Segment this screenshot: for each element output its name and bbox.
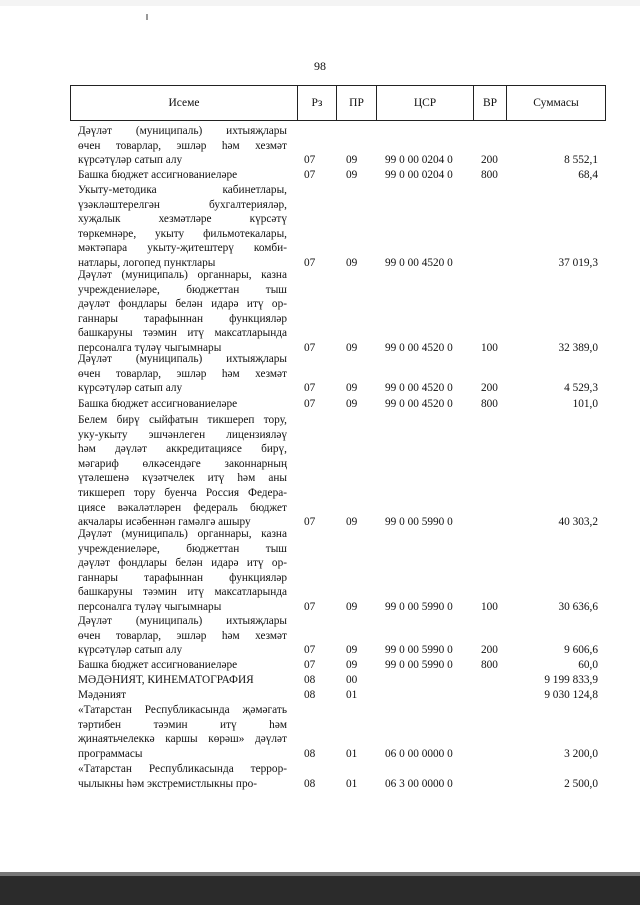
row-name-line: Дәүләт (муниципаль) органнары, казна <box>78 528 287 540</box>
row-vr: 100 <box>481 342 498 354</box>
row-rz: 08 <box>304 689 316 701</box>
row-sum: 9 606,6 <box>564 644 598 657</box>
row-sum: 2 500,0 <box>564 777 598 790</box>
row-sum: 37 019,3 <box>558 257 598 269</box>
row-name-line: дәүләт фондлары белән идарә итү ор- <box>78 557 287 570</box>
table-row <box>0 183 640 271</box>
row-sum: 30 636,6 <box>558 601 598 613</box>
row-sum: 9 199 833,9 <box>544 674 598 686</box>
row-rz: 08 <box>304 674 316 686</box>
row-csr: 99 0 00 5990 0 <box>385 601 453 613</box>
row-name-line: өчен товарлар, эшләр һәм хезмәт <box>78 629 287 642</box>
row-rz: 07 <box>304 382 316 395</box>
scan-speck <box>146 14 148 20</box>
row-name-line: персоналга түләү чыгымнары <box>78 600 222 613</box>
row-vr: 200 <box>481 644 498 657</box>
row-csr: 99 0 00 0204 0 <box>385 154 453 167</box>
row-name-line: күрсәтүләр сатып алу <box>78 382 183 395</box>
row-csr: 99 0 00 5990 0 <box>385 644 453 657</box>
row-sum: 32 389,0 <box>558 342 598 354</box>
table-row <box>0 762 640 791</box>
row-name-line: программасы <box>78 747 143 760</box>
table-row <box>0 124 640 168</box>
row-name-line: ганнары тарафыннан функцияләр <box>78 312 287 325</box>
row-rz: 07 <box>304 342 316 354</box>
row-name-line: Укыту-методика кабинетлары, <box>78 184 287 196</box>
row-rz: 07 <box>304 516 316 529</box>
row-name <box>78 413 287 530</box>
row-rz: 08 <box>304 747 316 760</box>
row-name-line: персоналга түләү чыгымнары <box>78 341 222 354</box>
table-row <box>0 688 640 703</box>
row-name-line: чылыкны һәм экстремистлыкны про- <box>78 777 258 790</box>
row-pr: 09 <box>346 516 358 529</box>
row-name-line: башкаруны тәэмин итү максатларында <box>78 327 287 340</box>
row-name <box>78 397 287 412</box>
row-name-line: җинаятьчелеккә каршы көрәш» дәүләт <box>78 733 287 746</box>
row-name-line: үзәкләштерелгән бухгалтерияләр, <box>78 198 287 211</box>
row-vr: 800 <box>481 659 498 671</box>
row-vr: 800 <box>481 169 498 181</box>
row-csr: 99 0 00 4520 0 <box>385 382 453 395</box>
row-name-line: ганнары тарафыннан функцияләр <box>78 571 287 584</box>
row-name-line: натлары, логопед пунктлары <box>78 256 216 269</box>
row-pr: 00 <box>346 674 358 686</box>
row-csr: 99 0 00 5990 0 <box>385 659 453 671</box>
table-row <box>0 168 640 183</box>
row-name <box>78 688 287 703</box>
row-name-line: Дәүләт (муниципаль) ихтыяҗлары <box>78 353 287 365</box>
row-name-line: күрсәтүләр сатып алу <box>78 644 183 657</box>
row-name-line: уку-укыту эшчәнлеген лицензияләү <box>78 428 287 441</box>
row-pr: 09 <box>346 398 358 410</box>
row-name-line: учреждениеләре, бюджеттан тыш <box>78 283 287 296</box>
row-pr: 09 <box>346 601 358 613</box>
row-name-line: өчен товарлар, эшләр һәм хезмәт <box>78 367 287 380</box>
row-name <box>78 527 287 615</box>
header-pr: ПР <box>349 97 364 109</box>
table-row <box>0 352 640 396</box>
row-pr: 01 <box>346 689 358 701</box>
row-name-line: акчалары исәбеннән гамәлгә ашыру <box>78 516 251 529</box>
row-name-line: МӘДӘНИЯТ, КИНЕМАТОГРАФИЯ <box>78 674 254 686</box>
row-name-line: дәүләт фондлары белән идарә итү ор- <box>78 298 287 311</box>
row-name-line: төркемнәре, укыту фильмотекалары, <box>78 227 287 240</box>
row-rz: 07 <box>304 257 316 269</box>
row-name <box>78 268 287 356</box>
row-vr: 200 <box>481 154 498 167</box>
row-csr: 06 0 00 0000 0 <box>385 747 453 760</box>
row-name-line: мәгариф өлкәсендәге законнарның <box>78 457 287 470</box>
scan-top-edge <box>0 0 640 6</box>
row-pr: 09 <box>346 382 358 395</box>
row-name-line: өчен товарлар, эшләр һәм хезмәт <box>78 139 287 152</box>
row-vr: 800 <box>481 398 498 410</box>
header-name: Исеме <box>168 97 200 109</box>
table-row <box>0 703 640 761</box>
table-row <box>0 614 640 658</box>
row-sum: 68,4 <box>578 169 598 181</box>
row-name-line: Дәүләт (муниципаль) ихтыяҗлары <box>78 615 287 627</box>
row-csr: 99 0 00 4520 0 <box>385 342 453 354</box>
table-header <box>70 85 606 121</box>
table-row <box>0 673 640 688</box>
row-name-line: циясе вәкаләтләрен федераль бюджет <box>78 501 287 514</box>
row-pr: 09 <box>346 644 358 657</box>
row-name-line: Башка бюджет ассигнованиеләре <box>78 169 238 181</box>
row-pr: 09 <box>346 659 358 671</box>
row-sum: 4 529,3 <box>564 382 598 395</box>
row-csr: 99 0 00 0204 0 <box>385 169 453 181</box>
row-rz: 07 <box>304 644 316 657</box>
row-pr: 09 <box>346 257 358 269</box>
row-rz: 07 <box>304 154 316 167</box>
row-name-line: Мәдәният <box>78 689 127 701</box>
row-name-line: күрсәтүләр сатып алу <box>78 154 183 167</box>
row-name-line: башкаруны тәэмин итү максатларында <box>78 586 287 599</box>
row-name-line: Башка бюджет ассигнованиеләре <box>78 659 238 671</box>
row-name-line: Башка бюджет ассигнованиеләре <box>78 398 238 410</box>
row-pr: 09 <box>346 154 358 167</box>
row-pr: 09 <box>346 169 358 181</box>
row-rz: 07 <box>304 659 316 671</box>
row-name-line: «Татарстан Республикасында җәмәгать <box>78 704 287 716</box>
row-sum: 101,0 <box>572 398 598 410</box>
row-name-line: һәм дәүләт аккредитациясе бирү, <box>78 443 287 456</box>
row-name-line: «Татарстан Республикасында террор- <box>78 763 287 775</box>
header-sum: Суммасы <box>533 97 579 109</box>
row-rz: 07 <box>304 398 316 410</box>
row-sum: 60,0 <box>578 659 598 671</box>
row-csr: 99 0 00 4520 0 <box>385 257 453 269</box>
row-name <box>78 168 287 183</box>
row-sum: 40 303,2 <box>558 516 598 529</box>
row-rz: 07 <box>304 601 316 613</box>
row-name <box>78 183 287 271</box>
row-rz: 08 <box>304 777 316 790</box>
row-rz: 07 <box>304 169 316 181</box>
row-name <box>78 124 287 168</box>
row-name <box>78 673 287 688</box>
header-vr: ВР <box>482 97 498 109</box>
row-name-line: Дәүләт (муниципаль) органнары, казна <box>78 269 287 281</box>
row-csr: 99 0 00 4520 0 <box>385 398 453 410</box>
row-vr: 200 <box>481 382 498 395</box>
row-sum: 8 552,1 <box>564 154 598 167</box>
row-name-line: тәртибен тәэмин итү һәм <box>78 718 287 731</box>
row-name <box>78 703 287 761</box>
table-row <box>0 268 640 356</box>
page-number: 98 <box>314 59 326 73</box>
row-pr: 01 <box>346 747 358 760</box>
row-name-line: үтәлешенә күзәтчелек итү һәм аны <box>78 472 287 485</box>
row-name-line: Дәүләт (муниципаль) ихтыяҗлары <box>78 125 287 137</box>
row-csr: 99 0 00 5990 0 <box>385 516 453 529</box>
table-row <box>0 397 640 412</box>
scan-bottom-edge <box>0 872 640 905</box>
row-pr: 09 <box>346 342 358 354</box>
row-name-line: учреждениеләре, бюджеттан тыш <box>78 542 287 555</box>
table-row <box>0 413 640 530</box>
row-name-line: Белем бирү сыйфатын тикшереп тору, <box>78 414 287 426</box>
row-sum: 9 030 124,8 <box>544 689 598 701</box>
row-name <box>78 614 287 658</box>
row-name <box>78 658 287 673</box>
row-sum: 3 200,0 <box>564 747 598 760</box>
row-pr: 01 <box>346 777 358 790</box>
header-csr: ЦСР <box>413 97 437 109</box>
table-row <box>0 658 640 673</box>
row-name <box>78 762 287 791</box>
row-name-line: хуҗалык хезмәтләре күрсәтү <box>78 213 287 226</box>
row-name-line: мәктәпара укыту-җитештерү комби- <box>78 242 287 255</box>
row-name-line: тикшереп тору буенча Россия Федера- <box>78 486 287 499</box>
row-name <box>78 352 287 396</box>
table-row <box>0 527 640 615</box>
row-csr: 06 3 00 0000 0 <box>385 777 453 790</box>
header-rz: Рз <box>311 97 323 109</box>
row-vr: 100 <box>481 601 498 613</box>
